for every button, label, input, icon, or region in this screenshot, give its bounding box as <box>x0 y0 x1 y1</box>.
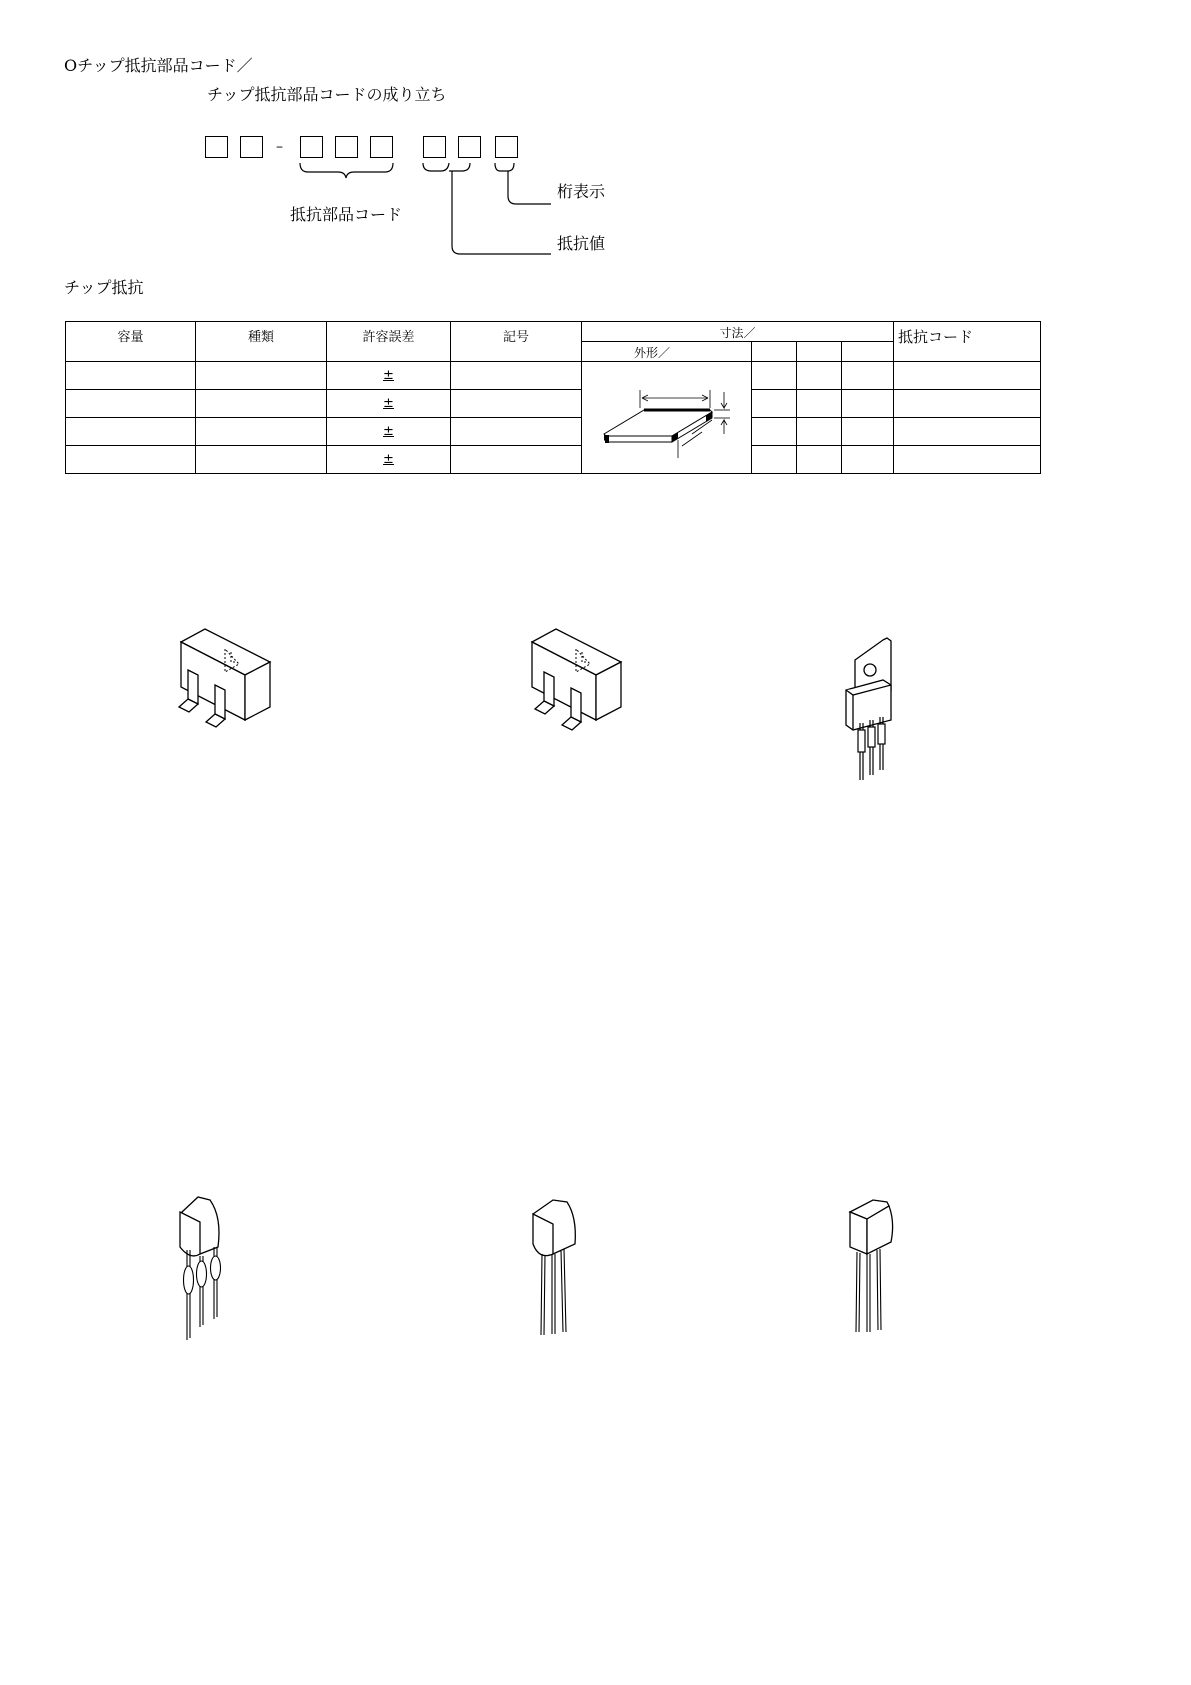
table-cell <box>196 362 327 390</box>
table-cell <box>894 390 1041 418</box>
to220-transistor-icon <box>843 635 913 785</box>
header-shape: 外形／ <box>582 342 752 362</box>
chip-shape-cell <box>582 362 752 474</box>
table-cell <box>752 390 797 418</box>
table-cell <box>451 446 582 474</box>
table-cell <box>196 446 327 474</box>
table-cell <box>797 362 842 390</box>
table-cell <box>842 390 894 418</box>
table-cell <box>842 362 894 390</box>
chip-resistor-table <box>65 321 1041 474</box>
table-cell <box>752 418 797 446</box>
chip-resistor-icon <box>582 362 752 474</box>
to92-transistor-icon <box>845 1192 915 1342</box>
table-cell <box>797 418 842 446</box>
code-structure-title: チップ抵抗部品コードの成り立ち <box>207 85 447 104</box>
table-cell <box>842 342 894 362</box>
table-cell <box>451 362 582 390</box>
table-cell <box>797 446 842 474</box>
to92-transistor-icon <box>170 1192 240 1342</box>
table-cell <box>196 390 327 418</box>
table-cell <box>451 418 582 446</box>
code-hyphen: – <box>276 139 283 155</box>
part-code-label: 抵抗部品コード <box>290 205 403 224</box>
table-cell <box>752 342 797 362</box>
header-resistor-code: 抵抗コード <box>894 322 1041 362</box>
table-row <box>66 390 1041 418</box>
sot23-transistor-icon <box>526 632 636 722</box>
table-cell <box>842 418 894 446</box>
tolerance-cell: ± <box>327 390 451 418</box>
tolerance-cell: ± <box>327 362 451 390</box>
digit-label: 桁表示 <box>557 182 606 201</box>
sot23-transistor-icon <box>175 632 285 722</box>
page-heading: Oチップ抵抗部品コード／ <box>64 56 253 75</box>
value-label: 抵抗値 <box>557 234 606 253</box>
table-cell <box>894 446 1041 474</box>
header-tolerance: 許容誤差 <box>327 322 451 362</box>
table-cell <box>752 446 797 474</box>
table-cell <box>894 362 1041 390</box>
table-cell <box>752 362 797 390</box>
table-cell <box>894 418 1041 446</box>
table-cell <box>842 446 894 474</box>
table-cell <box>797 390 842 418</box>
header-symbol: 記号 <box>451 322 582 362</box>
header-dimensions: 寸法／ <box>582 322 894 342</box>
table-row <box>66 418 1041 446</box>
tolerance-cell: ± <box>327 446 451 474</box>
header-type: 種類 <box>196 322 327 362</box>
tolerance-cell: ± <box>327 418 451 446</box>
table-cell <box>797 342 842 362</box>
table-cell <box>66 418 196 446</box>
table-row <box>66 362 1041 390</box>
table-cell <box>66 446 196 474</box>
header-capacity: 容量 <box>66 322 196 362</box>
table-row <box>66 446 1041 474</box>
to92-transistor-icon <box>525 1192 595 1342</box>
section-title: チップ抵抗 <box>64 278 144 297</box>
code-bracket-lines <box>0 0 1191 300</box>
table-cell <box>66 390 196 418</box>
table-cell <box>451 390 582 418</box>
table-cell <box>66 362 196 390</box>
table-cell <box>196 418 327 446</box>
